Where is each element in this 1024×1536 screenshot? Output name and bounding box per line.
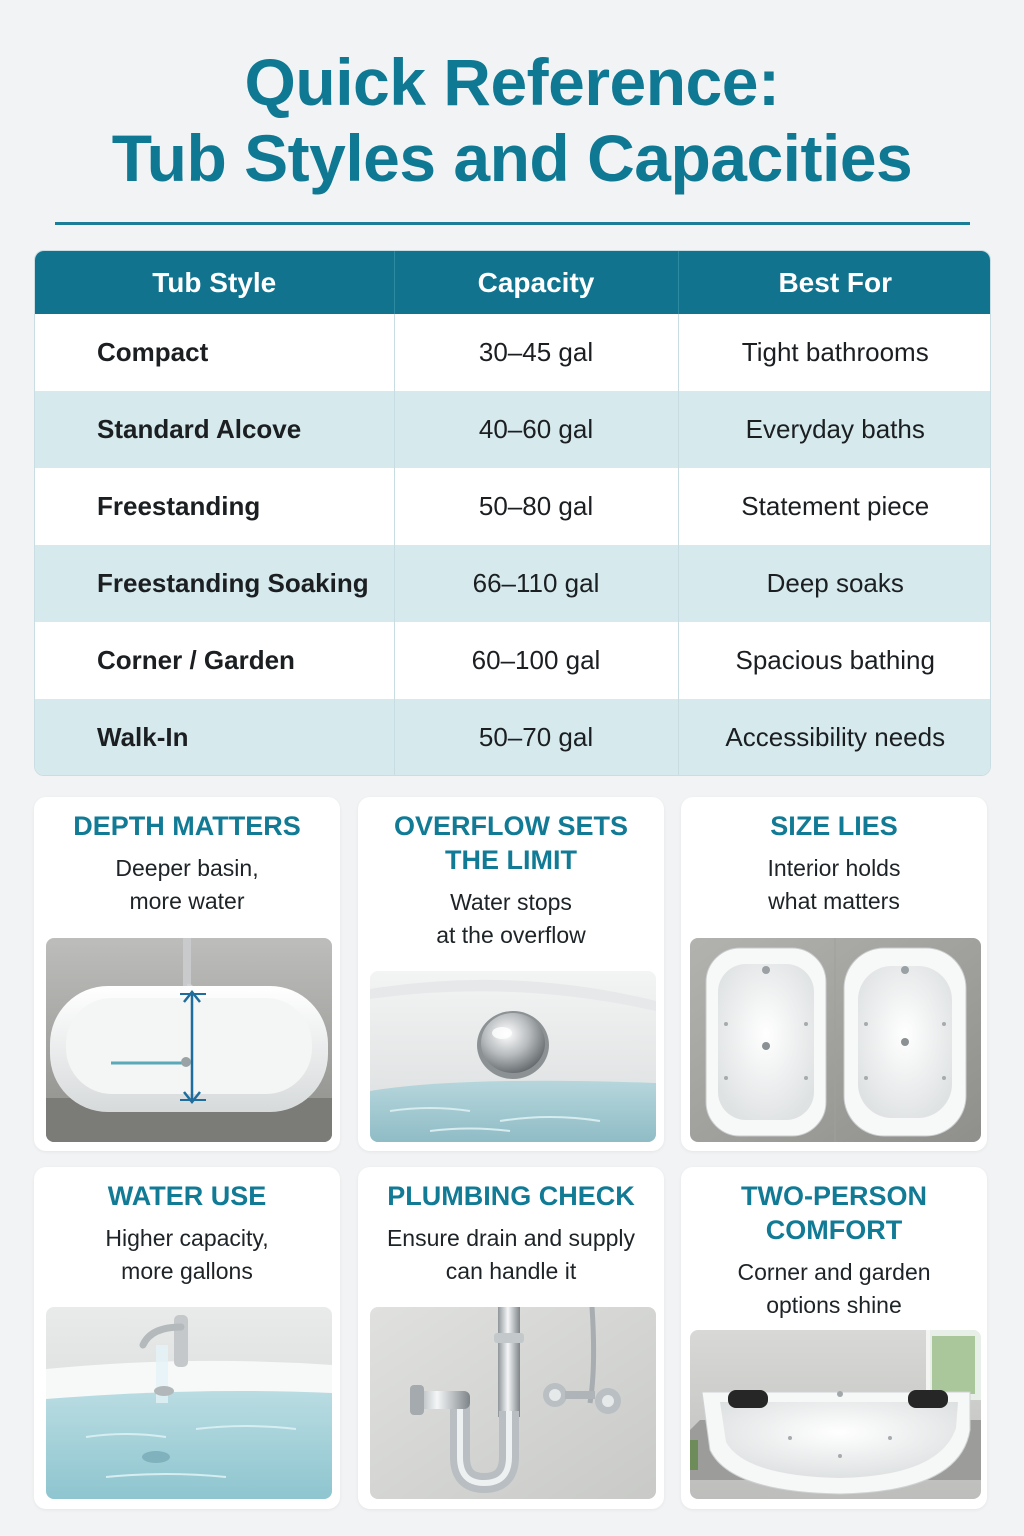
table-row (35, 699, 991, 776)
tub-filling-photo (46, 1307, 332, 1499)
card-plumbing-check (358, 1167, 664, 1509)
card-text-line: more water (129, 888, 245, 914)
table-header-row (35, 251, 991, 314)
capacity-cell: 40–60 gal (394, 391, 678, 468)
card-title (681, 1179, 987, 1247)
card-text-line: Higher capacity, (105, 1225, 269, 1251)
card-text (681, 852, 987, 918)
tub-style-cell: Freestanding (35, 468, 394, 545)
best-for-cell: Deep soaks (678, 545, 991, 622)
best-for-cell: Tight bathrooms (678, 314, 991, 391)
card-text-line: Deeper basin, (115, 855, 259, 881)
capacity-cell: 66–110 gal (394, 545, 678, 622)
title-line-2: Tub Styles and Capacities (111, 121, 913, 195)
card-text (358, 886, 664, 952)
card-title (358, 1179, 664, 1213)
card-text-line: Water stops (450, 889, 572, 915)
tub-style-cell: Compact (35, 314, 394, 391)
card-text-line: more gallons (121, 1258, 253, 1284)
column-header-capacity: Capacity (394, 251, 678, 314)
corner-tub-photo (690, 1330, 981, 1499)
card-title-line: SIZE LIES (770, 811, 898, 841)
card-text-line: options shine (766, 1292, 902, 1318)
card-text-line: Corner and garden (737, 1259, 931, 1285)
tub-style-cell: Standard Alcove (35, 391, 394, 468)
best-for-cell: Accessibility needs (678, 699, 991, 776)
title-line-1: Quick Reference: (244, 45, 780, 119)
column-header-style: Tub Style (35, 251, 394, 314)
table-row (35, 314, 991, 391)
capacity-table (34, 250, 991, 776)
capacity-cell: 50–70 gal (394, 699, 678, 776)
card-title (34, 1179, 340, 1213)
drain-pipes-photo (370, 1307, 656, 1499)
capacity-cell: 30–45 gal (394, 314, 678, 391)
overflow-drain-photo (370, 971, 656, 1142)
card-text (681, 1256, 987, 1322)
card-title (34, 809, 340, 843)
card-text-line: Ensure drain and supply (386, 1225, 636, 1251)
table-row (35, 468, 991, 545)
card-text (34, 1222, 340, 1288)
card-depth-matters (34, 797, 340, 1151)
table-row (35, 622, 991, 699)
card-text (34, 852, 340, 918)
card-title-line: COMFORT (765, 1215, 903, 1245)
card-text-line: at the overflow (436, 922, 586, 948)
best-for-cell: Spacious bathing (678, 622, 991, 699)
best-for-cell: Everyday baths (678, 391, 991, 468)
card-text-line: what matters (768, 888, 900, 914)
card-title-line: TWO-PERSON (741, 1181, 927, 1211)
card-text (358, 1222, 664, 1288)
card-title-line: DEPTH MATTERS (73, 811, 301, 841)
best-for-cell: Statement piece (678, 468, 991, 545)
card-title-line: OVERFLOW SETS (393, 811, 628, 841)
tub-style-cell: Corner / Garden (35, 622, 394, 699)
column-header-best-for: Best For (678, 251, 991, 314)
card-title (358, 809, 664, 877)
title-divider (55, 222, 970, 225)
capacity-cell: 50–80 gal (394, 468, 678, 545)
tub-style-cell: Walk-In (35, 699, 394, 776)
table-row (35, 545, 991, 622)
card-text-line: Interior holds (767, 855, 901, 881)
card-water-use (34, 1167, 340, 1509)
card-title (681, 809, 987, 843)
two-tubs-top-view-photo (690, 938, 981, 1142)
card-text-line: can handle it (445, 1258, 577, 1284)
tub-style-cell: Freestanding Soaking (35, 545, 394, 622)
card-title-line: THE LIMIT (445, 845, 577, 875)
card-title-line: WATER USE (107, 1181, 267, 1211)
capacity-cell: 60–100 gal (394, 622, 678, 699)
card-two-person-comfort (681, 1167, 987, 1509)
page-title (0, 44, 1024, 196)
card-title-line: PLUMBING CHECK (387, 1181, 635, 1211)
tub-depth-photo (46, 938, 332, 1142)
card-overflow-limit (358, 797, 664, 1151)
card-size-lies (681, 797, 987, 1151)
table-row (35, 391, 991, 468)
